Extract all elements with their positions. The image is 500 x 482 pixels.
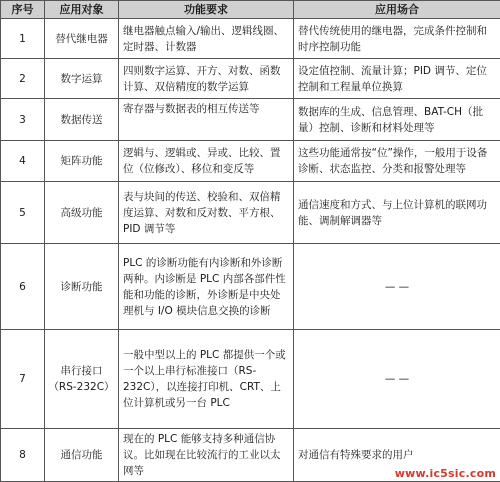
row-requirement: 一般中型以上的 PLC 都提供一个或一个以上串行标准接口（RS-232C），以连接打印机、CRT、上位计算机或另一台 PLC: [119, 330, 294, 429]
row-application: 通信速度和方式、与上位计算机的联网功能、调制解调器等: [294, 182, 500, 244]
row-application: — —: [294, 244, 500, 330]
row-no: 6: [1, 244, 45, 330]
watermark: www.ic5sic.com: [395, 467, 496, 480]
row-application: 数据库的生成、信息管理、BAT-CH（批量）控制、诊断和材料处理等: [294, 99, 500, 141]
row-no: 4: [1, 141, 45, 182]
row-no: 3: [1, 99, 45, 141]
table-row: [1, 141, 500, 182]
header-application: 应用场合: [294, 1, 500, 19]
row-requirement: PLC 的诊断功能有内诊断和外诊断两种。内诊断是 PLC 内部各部件性能和功能的诊断，外诊断是中央处理机与 I/O 模块信息交换的诊断: [119, 244, 294, 330]
row-object: 替代继电器: [45, 19, 119, 59]
table-header-row: [1, 1, 500, 19]
table-row: [1, 59, 500, 99]
table-row: [1, 182, 500, 244]
row-requirement: 寄存器与数据表的相互传送等: [119, 99, 294, 141]
row-application: 替代传统使用的继电器，完成条件控制和时序控制功能: [294, 19, 500, 59]
row-application: 这些功能通常按“位”操作，一般用于设备诊断、状态监控、分类和报警处理等: [294, 141, 500, 182]
header-object: 应用对象: [45, 1, 119, 19]
row-requirement: 继电器触点输入/输出、逻辑线圈、定时器、计数器: [119, 19, 294, 59]
table-row: [1, 244, 500, 330]
row-requirement: 表与块间的传送、校验和、双倍精度运算、对数和反对数、平方根、PID 调节等: [119, 182, 294, 244]
row-object: 高级功能: [45, 182, 119, 244]
row-object: 数字运算: [45, 59, 119, 99]
row-object: 串行接口（RS-232C）: [45, 330, 119, 429]
row-no: 1: [1, 19, 45, 59]
row-no: 7: [1, 330, 45, 429]
table-row: [1, 330, 500, 429]
row-no: 8: [1, 429, 45, 482]
row-no: 2: [1, 59, 45, 99]
row-application: 对通信有特殊要求的用户: [294, 429, 500, 482]
row-object: 数据传送: [45, 99, 119, 141]
row-requirement: 逻辑与、逻辑或、异或、比较、置位（位修改）、移位和变反等: [119, 141, 294, 182]
row-requirement: 现在的 PLC 能够支持多种通信协议。比如现在比较流行的工业以太网等: [119, 429, 294, 482]
row-object: 诊断功能: [45, 244, 119, 330]
row-application: 设定值控制、流量计算；PID 调节、定位控制和工程量单位换算: [294, 59, 500, 99]
header-no: 序号: [1, 1, 45, 19]
row-object: 矩阵功能: [45, 141, 119, 182]
row-requirement: 四则数字运算、开方、对数、函数计算、双倍精度的数学运算: [119, 59, 294, 99]
row-no: 5: [1, 182, 45, 244]
table-row: [1, 99, 500, 141]
table-row: [1, 19, 500, 59]
row-object: 通信功能: [45, 429, 119, 482]
row-application: — —: [294, 330, 500, 429]
header-requirement: 功能要求: [119, 1, 294, 19]
